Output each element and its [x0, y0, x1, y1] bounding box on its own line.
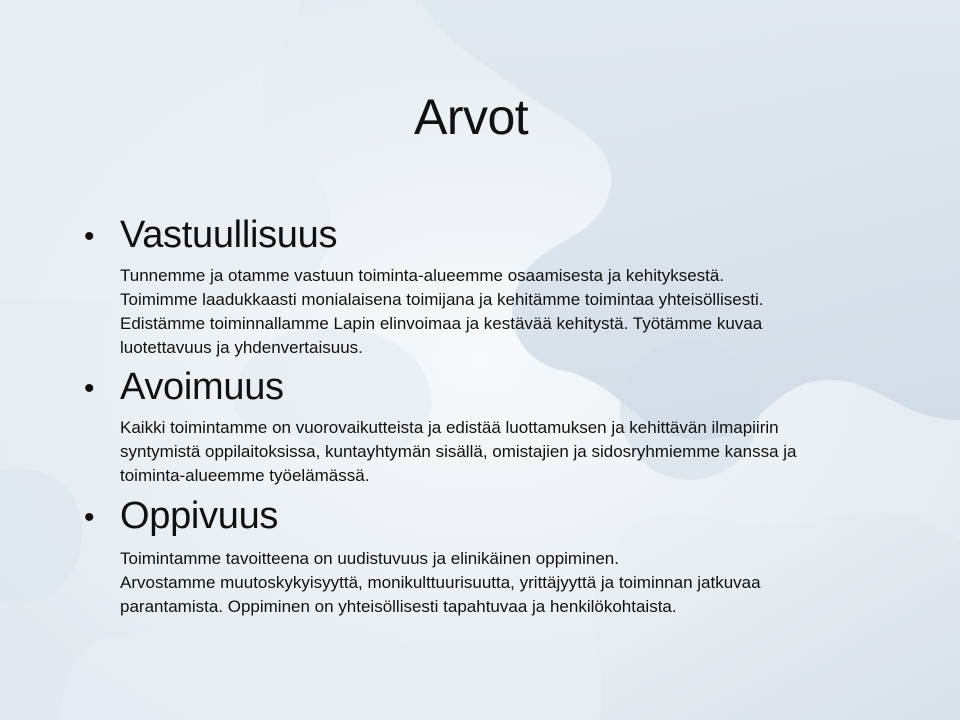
body-line: Tunnemme ja otamme vastuun toiminta-alueemme osaamisesta ja kehityksestä.	[120, 266, 725, 285]
body-line: toiminta-alueemme työelämässä.	[120, 466, 370, 485]
body-line: parantamista. Oppiminen on yhteisöllisesti tapahtuvaa ja henkilökohtaista.	[120, 597, 677, 616]
section-heading: Vastuullisuus	[120, 214, 338, 256]
slide-title: Arvot	[414, 89, 529, 145]
body-line: Toimintamme tavoitteena on uudistuvuus ja elinikäinen oppiminen.	[120, 549, 619, 568]
bullet: •	[84, 501, 95, 534]
body-line: Toimimme laadukkaasti monialaisena toimijana ja kehitämme toimintaa yhteisöllisesti.	[120, 290, 764, 309]
section-body	[120, 416, 880, 488]
body-line: syntymistä oppilaitoksissa, kuntayhtymän sisällä, omistajien ja sidosryhmiemme kanssa ja	[120, 442, 797, 461]
section-heading: Oppivuus	[120, 495, 279, 537]
body-line: Arvostamme muutoskykyisyyttä, monikulttuurisuutta, yrittäjyyttä ja toiminnan jatkuvaa	[120, 573, 761, 592]
section-body	[120, 264, 880, 360]
bullet: •	[84, 220, 95, 253]
body-line: Edistämme toiminnallamme Lapin elinvoimaa ja kestävää kehitystä. Työtämme kuvaa	[120, 314, 763, 333]
bullet: •	[84, 372, 95, 405]
body-line: Kaikki toimintamme on vuorovaikutteista ja edistää luottamuksen ja kehittävän ilmapiirin	[120, 418, 779, 437]
body-line: luotettavuus ja yhdenvertaisuus.	[120, 338, 363, 357]
section-body	[120, 547, 880, 619]
section-heading: Avoimuus	[120, 366, 284, 408]
